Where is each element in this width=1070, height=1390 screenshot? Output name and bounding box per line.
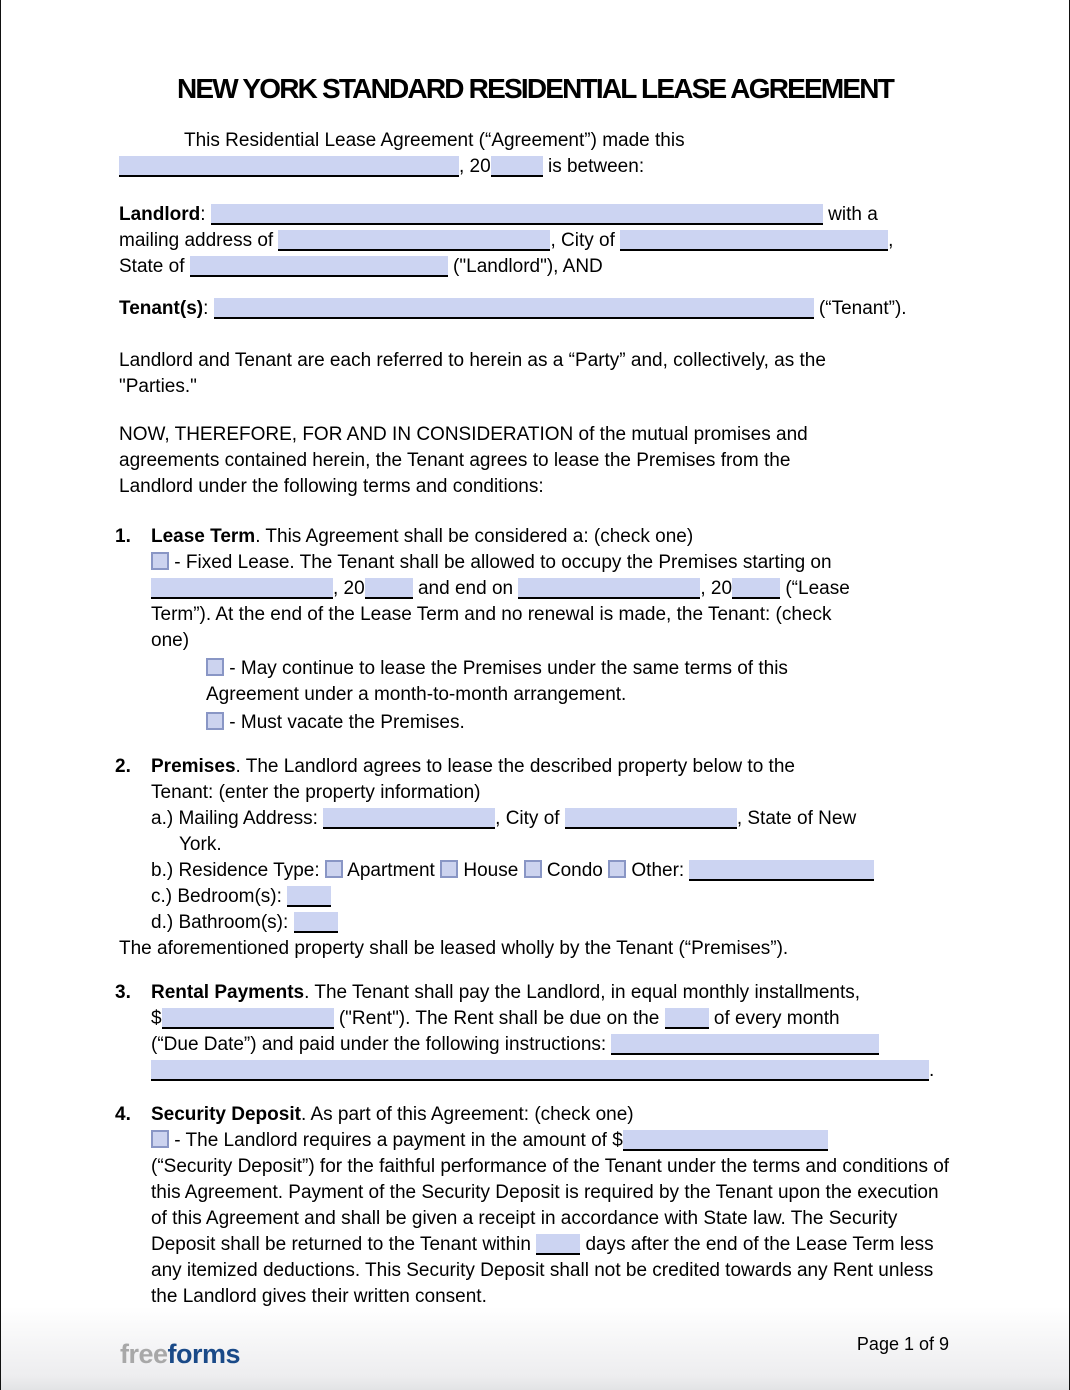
parties-text-2: "Parties." (119, 376, 197, 397)
field-lease-end-year[interactable] (732, 578, 780, 599)
checkbox-house[interactable] (440, 860, 458, 878)
fixed-lease-text-2: , 20 (333, 578, 365, 599)
apartment-label: Apartment (342, 860, 441, 881)
landlord-text-state: State of (119, 256, 190, 277)
section-1-number: 1. (115, 526, 131, 547)
premises-city-label: , City of (495, 808, 565, 829)
fixed-lease-text-1: - Fixed Lease. The Tenant shall be allowed to occupy the Premises starting on (169, 552, 832, 573)
consideration-paragraph (119, 422, 951, 500)
section-4-number: 4. (115, 1104, 131, 1125)
checkbox-other[interactable] (608, 860, 626, 878)
intro-paragraph (119, 128, 951, 180)
landlord-colon: : (200, 204, 211, 225)
premises-address-line (151, 806, 951, 858)
rental-text-4: (“Due Date”) and paid under the following instructions: (151, 1034, 612, 1055)
house-label: House (458, 860, 524, 881)
month-to-month-text-1: - May continue to lease the Premises under the same terms of this (224, 658, 788, 679)
checkbox-condo[interactable] (524, 860, 542, 878)
tenant-text-end: (“Tenant”). (813, 298, 907, 319)
fixed-lease-text-3: and end on (412, 578, 519, 599)
field-lease-end-date[interactable] (518, 578, 700, 599)
fixed-lease-text-7: one) (151, 630, 190, 651)
section-security-deposit (115, 1102, 951, 1310)
landlord-text-witha: with a (822, 204, 878, 225)
bedrooms-label: c.) Bedroom(s): (151, 886, 288, 907)
consideration-text-3: Landlord under the following terms and conditions: (119, 476, 544, 497)
section-3-number: 3. (115, 982, 131, 1003)
bedrooms-line (151, 884, 951, 910)
landlord-paragraph (119, 202, 951, 280)
must-vacate-option (206, 710, 951, 736)
security-deposit-item (151, 1128, 951, 1310)
section-rental-payments (115, 980, 951, 1084)
landlord-text-and: ("Landlord"), AND (447, 256, 603, 277)
checkbox-apartment[interactable] (325, 860, 343, 878)
landlord-label: Landlord (119, 204, 201, 225)
parties-paragraph (119, 348, 951, 400)
section-2-number: 2. (115, 756, 131, 777)
premises-state-text-2: York. (179, 834, 222, 855)
field-deposit-return-days[interactable] (536, 1234, 580, 1255)
bathrooms-line (151, 910, 951, 936)
security-deposit-text-2: (“Security Deposit”) for the faithful performance of the Tenant under the terms and conditions of this Agreement. Payment of the Security Deposit is required by the Tenant upon the execution of this Agreement and shall be given a receipt in accordance with State law. The Security Deposit shall be returned to the Tenant within (151, 1156, 950, 1255)
rental-text-2: ("Rent"). The Rent shall be due on the (333, 1008, 665, 1029)
field-agreement-date[interactable] (119, 156, 459, 177)
page-content (1, 0, 1069, 1310)
security-deposit-text-1: - The Landlord requires a payment in the amount of (169, 1130, 613, 1151)
landlord-text-comma: , (888, 230, 894, 251)
tenant-label: Tenant(s) (119, 298, 204, 319)
field-lease-start-year[interactable] (365, 578, 413, 599)
month-to-month-text-2: Agreement under a month-to-month arrangement. (206, 684, 627, 705)
section-2-lead-2: Tenant: (enter the property information) (151, 782, 481, 803)
field-premises-address[interactable] (323, 808, 495, 829)
field-residence-other[interactable] (689, 860, 874, 881)
section-2-heading (151, 754, 951, 806)
intro-text-20: , 20 (459, 156, 491, 177)
field-rent-amount[interactable] (162, 1008, 334, 1029)
checkbox-continue-month-to-month[interactable] (206, 658, 224, 676)
other-label: Other: (626, 860, 690, 881)
field-premises-city[interactable] (565, 808, 737, 829)
intro-text-between: is between: (542, 156, 645, 177)
section-1-title: Lease Term (151, 526, 256, 547)
landlord-text-city: , City of (550, 230, 621, 251)
tenant-paragraph (119, 296, 951, 322)
section-4-lead: . As part of this Agreement: (check one) (300, 1104, 634, 1125)
consideration-text-1: NOW, THEREFORE, FOR AND IN CONSIDERATION of the mutual promises and (119, 424, 808, 445)
field-landlord-state[interactable] (190, 256, 448, 277)
rental-payments-body (151, 980, 951, 1084)
brand-free: free (120, 1339, 168, 1369)
section-lease-term (115, 524, 951, 736)
rental-text-3: of every month (708, 1008, 840, 1029)
page-number-label: Page 1 of 9 (856, 1334, 949, 1354)
premises-state-text: , State of New (736, 808, 857, 829)
section-1-lead: . This Agreement shall be considered a: (check one) (255, 526, 694, 547)
section-4-title: Security Deposit (151, 1104, 301, 1125)
fixed-lease-text-5: (“Lease (780, 578, 850, 599)
premises-address-label: a.) Mailing Address: (151, 808, 324, 829)
residence-type-line (151, 858, 951, 884)
field-agreement-year[interactable] (491, 156, 543, 177)
field-rent-due-day[interactable] (665, 1008, 709, 1029)
field-lease-start-date[interactable] (151, 578, 333, 599)
fixed-lease-text-4: , 20 (700, 578, 733, 599)
brand-forms: forms (167, 1339, 241, 1369)
field-security-deposit-amount[interactable] (623, 1130, 828, 1151)
field-landlord-address[interactable] (278, 230, 550, 251)
security-deposit-text-3: days after the end of the Lease Term less any itemized deductions. This Security Deposit shall not be credited towards any Rent unless the Landlord gives their written consent. (151, 1234, 934, 1307)
rent-dollar-sign: $ (151, 1008, 162, 1029)
premises-outro-text: The aforementioned property shall be leased wholly by the Tenant (“Premises”). (119, 938, 789, 959)
section-4-heading (151, 1102, 951, 1128)
intro-text: This Residential Lease Agreement (“Agreement”) made this (184, 130, 685, 151)
consideration-text-2: agreements contained herein, the Tenant agrees to lease the Premises from the (119, 450, 791, 471)
field-payment-instructions-2[interactable] (151, 1060, 929, 1081)
page-title: NEW YORK STANDARD RESIDENTIAL LEASE AGREEMENT (176, 73, 894, 104)
section-2-title: Premises (151, 756, 236, 777)
rental-text-5: . (929, 1060, 935, 1081)
condo-label: Condo (541, 860, 609, 881)
field-payment-instructions-1[interactable] (611, 1034, 879, 1055)
month-to-month-option (206, 656, 951, 708)
parties-text-1: Landlord and Tenant are each referred to herein as a “Party” and, collectively, as the (119, 350, 826, 371)
field-landlord-city[interactable] (620, 230, 888, 251)
freeforms-logo (120, 1340, 240, 1368)
bathrooms-label: d.) Bathroom(s): (151, 912, 294, 933)
field-landlord-name[interactable] (211, 204, 823, 225)
section-3-title: Rental Payments (151, 982, 305, 1003)
section-1-heading (151, 524, 951, 550)
field-bedrooms[interactable] (287, 886, 331, 907)
checkbox-fixed-lease[interactable] (151, 552, 169, 570)
fixed-lease-item (151, 550, 951, 654)
deposit-dollar-sign: $ (612, 1130, 623, 1151)
residence-type-label: b.) Residence Type: (151, 860, 325, 881)
must-vacate-text: - Must vacate the Premises. (224, 712, 465, 733)
section-3-lead: . The Tenant shall pay the Landlord, in equal monthly installments, (304, 982, 861, 1003)
page-footer (120, 1334, 949, 1368)
tenant-colon: : (203, 298, 214, 319)
checkbox-must-vacate[interactable] (206, 712, 224, 730)
section-premises (115, 754, 951, 962)
section-2-lead-1: . The Landlord agrees to lease the described property below to the (235, 756, 795, 777)
premises-outro (119, 936, 951, 962)
field-tenant-names[interactable] (214, 298, 814, 319)
fixed-lease-text-6: Term”). At the end of the Lease Term and no renewal is made, the Tenant: (check (151, 604, 832, 625)
field-bathrooms[interactable] (294, 912, 338, 933)
landlord-text-mailing: mailing address of (119, 230, 279, 251)
checkbox-security-deposit[interactable] (151, 1130, 169, 1148)
